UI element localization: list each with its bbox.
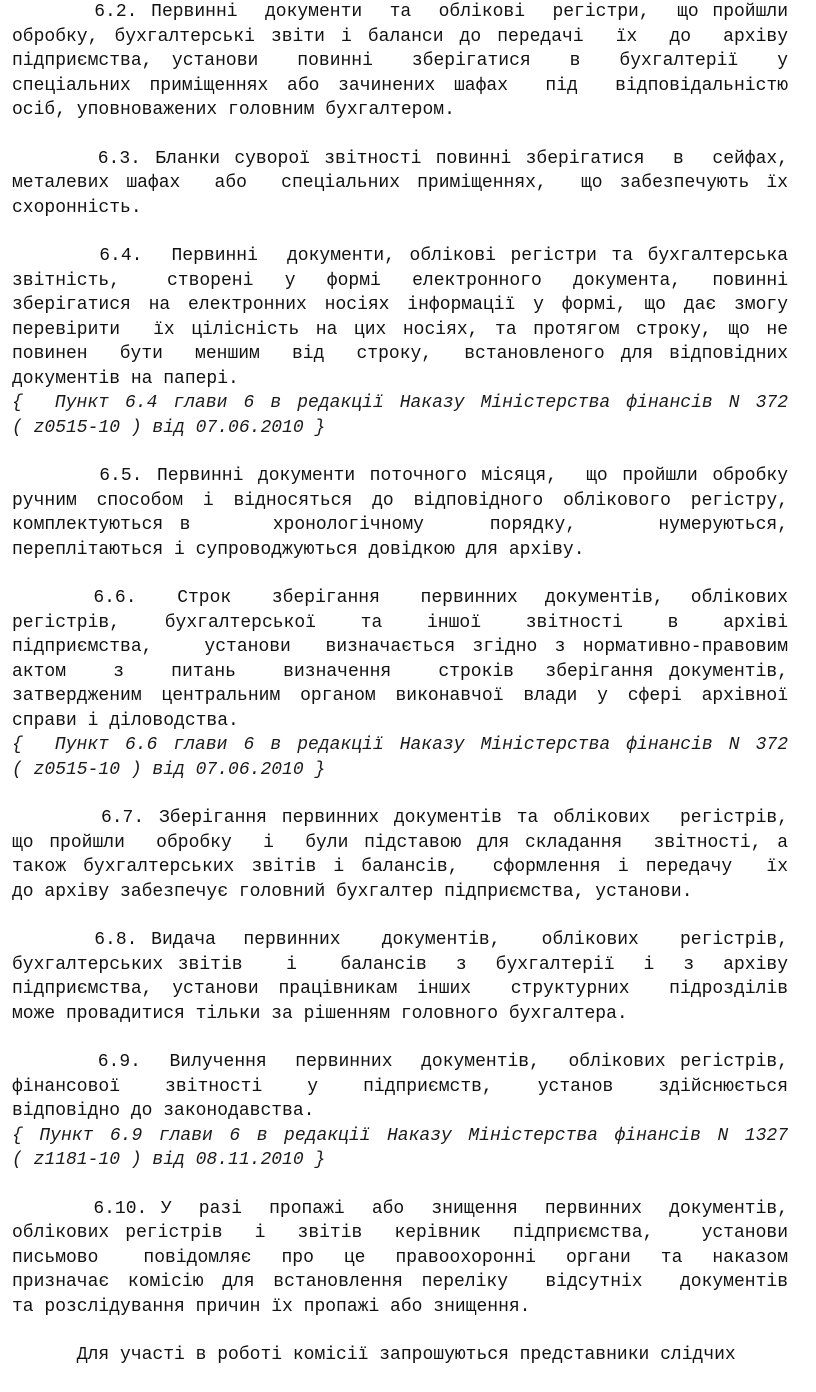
document-page [12,0,788,1392]
paragraph-6-5 [12,464,788,562]
text-line: спеціальних приміщеннях або зачинених шафах під відповідальністю [12,75,788,96]
paragraph-text [12,806,788,904]
text-line: підприємства, установи визначається згідно з нормативно-правовим [12,637,788,657]
text-line: актом з питань визначення строків зберігання документів, [12,661,788,682]
editorial-note [12,733,788,782]
text-line: комплектуються в хронологічному порядку, нумеруються, [12,515,788,535]
note-line: { Пункт 6.4 глави 6 в редакції Наказу Міністерства фінансів N 372 [12,393,788,413]
editorial-note [12,1124,788,1173]
paragraph-text [12,928,788,1026]
paragraph-6-10 [12,1197,788,1320]
paragraph-6-7 [12,806,788,904]
paragraph-text [12,1197,788,1320]
text-line: 6.7. Зберігання первинних документів та облікових регістрів, [12,808,788,828]
text-line: облікових регістрів і звітів керівник підприємства, установи [12,1223,788,1243]
paragraph-text [12,1050,788,1124]
paragraph-6-6 [12,586,788,782]
note-line: ( z0515-10 ) від 07.06.2010 } [12,417,326,438]
paragraph-text [12,464,788,562]
text-line: повинен бути меншим від строку, встановленого для відповідних [12,344,788,364]
text-line: підприємства, установи працівникам інших структурних підрозділів [12,979,788,999]
text-line: справи і діловодства. [12,710,239,731]
text-line: металевих шафах або спеціальних приміщеннях, що забезпечують їх [12,173,788,193]
text-line: також бухгалтерських звітів і балансів, сформлення і передачу їх [12,857,788,877]
text-line: до архіву забезпечує головний бухгалтер підприємства, установи. [12,881,693,902]
note-line: { Пункт 6.6 глави 6 в редакції Наказу Міністерства фінансів N 372 [12,735,788,755]
paragraph-commission [12,1343,788,1368]
text-line: переплітаються і супроводжуються довідкою для архіву. [12,539,585,560]
text-line: відповідно до законодавства. [12,1101,315,1121]
paragraph-6-4 [12,244,788,440]
text-line: звітність, створені у формі електронного документа, повинні [12,270,788,291]
text-line: документів на папері. [12,368,239,389]
text-line: перевірити їх цілісність на цих носіях, та протягом строку, що не [12,319,788,340]
text-line: 6.3. Бланки суворої звітності повинні зберігатися в сейфах, [12,148,788,169]
text-line: може провадитися тільки за рішенням головного бухгалтера. [12,1003,628,1024]
text-line: осіб, уповноважених головним бухгалтером. [12,100,455,120]
paragraph-text [12,586,788,733]
text-line: Для участі в роботі комісії запрошуються представники слідчих [12,1345,736,1365]
text-line: обробку, бухгалтерські звіти і баланси до передачі їх до архіву [12,26,788,47]
text-line: підприємства, установи повинні зберігатися в бухгалтерії у [12,51,788,71]
paragraph-text [12,244,788,391]
paragraph-6-2 [12,0,788,123]
paragraph-6-3 [12,147,788,221]
text-line: що пройшли обробку і були підставою для складання звітності, а [12,832,788,853]
text-line: 6.5. Первинні документи поточного місяця, що пройшли обробку [12,466,788,486]
text-line: бухгалтерських звітів і балансів з бухгалтерії і з архіву [12,954,788,975]
paragraph-text [12,0,788,123]
paragraph-6-8 [12,928,788,1026]
text-line: призначає комісію для встановлення переліку відсутніх документів [12,1272,788,1292]
text-line: 6.8. Видача первинних документів, облікових регістрів, [12,930,788,950]
text-line: затвердженим центральним органом виконавчої влади у сфері архівної [12,686,788,706]
note-line: ( z0515-10 ) від 07.06.2010 } [12,759,326,780]
text-line: та розслідування причин їх пропажі або знищення. [12,1296,531,1317]
paragraph-6-9 [12,1050,788,1173]
text-line: регістрів, бухгалтерської та іншої звітності в архіві [12,612,788,633]
text-line: 6.2. Первинні документи та облікові регістри, що пройшли [12,2,788,22]
text-line: зберігатися на електронних носіях інформації у формі, що дає змогу [12,295,788,315]
note-line: { Пункт 6.9 глави 6 в редакції Наказу Міністерства фінансів N 1327 [12,1125,788,1146]
paragraph-text [12,1343,788,1368]
text-line: 6.9. Вилучення первинних документів, облікових регістрів, [12,1052,788,1072]
text-line: 6.4. Первинні документи, облікові регістри та бухгалтерська [12,246,788,266]
text-line: 6.10. У разі пропажі або знищення первинних документів, [12,1198,788,1219]
text-line: ручним способом і відносяться до відповідного облікового регістру, [12,490,788,511]
paragraph-text [12,147,788,221]
editorial-note [12,391,788,440]
text-line: письмово повідомляє про це правоохоронні органи та наказом [12,1247,788,1268]
note-line: ( z1181-10 ) від 08.11.2010 } [12,1150,326,1170]
text-line: фінансової звітності у підприємств, установ здійснюється [12,1076,788,1097]
text-line: 6.6. Строк зберігання первинних документів, облікових [12,588,788,608]
text-line: схоронність. [12,197,142,218]
